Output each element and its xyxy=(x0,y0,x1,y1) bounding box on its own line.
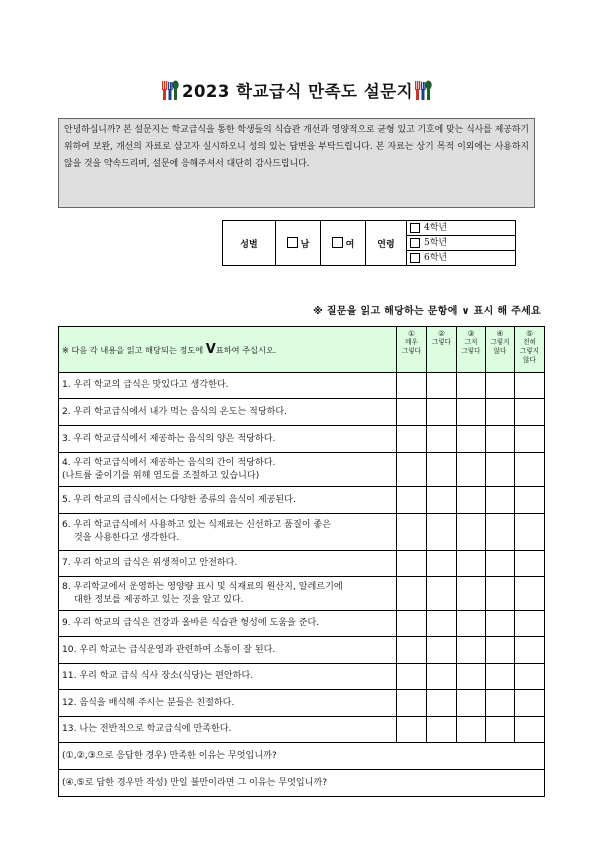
answer-cell-2[interactable] xyxy=(427,373,457,399)
answer-cell-1[interactable] xyxy=(397,637,427,664)
question-text xyxy=(59,664,397,690)
answer-cell-3[interactable] xyxy=(457,611,486,637)
question-text xyxy=(59,690,397,717)
answer-cell-4[interactable] xyxy=(486,637,515,664)
header-suffix: 표하여 주십시오. xyxy=(215,345,277,355)
answer-cell-5[interactable] xyxy=(515,717,545,743)
question-text xyxy=(59,373,397,399)
question-label: 1. 우리 학교의 급식은 맛있다고 생각한다. xyxy=(62,380,229,390)
question-label: 10. 우리 학교는 급식운영과 관련하여 소통이 잘 된다. xyxy=(62,644,276,655)
answer-cell-3[interactable] xyxy=(457,717,486,743)
intro-box: 안녕하십니까? 본 설문지는 학교급식을 통한 학생들의 식습관 개선과 영양적으로 균형 있고 기호에 맞는 식사를 제공하기 위하여 보완, 개선의 자료로 삼고자 실시하오니 성의 있는 답변을 부탁드립니다. 본 자료는 상기 목적 이외에는 사용하지 않을 것을 약속드리며, 설문에 응해주셔서 대단히 감사드립니다. xyxy=(58,118,535,208)
option-label: 매우 그렇다 xyxy=(401,338,422,355)
header-text: ※ 다음 각 내용을 읽고 해당되는 정도에 xyxy=(62,345,204,355)
option-label: 그렇다 xyxy=(431,338,452,346)
answer-cell-4[interactable] xyxy=(486,373,515,399)
answer-cell-5[interactable] xyxy=(515,487,545,514)
answer-cell-2[interactable] xyxy=(427,664,457,690)
answer-cell-4[interactable] xyxy=(486,664,515,690)
option-header-1 xyxy=(397,327,427,373)
answer-cell-2[interactable] xyxy=(427,399,457,426)
answer-cell-4[interactable] xyxy=(486,577,515,611)
answer-cell-3[interactable] xyxy=(457,487,486,514)
question-label: 8. 우리학교에서 운영하는 영양량 표시 및 식재료의 원산지, 알레르기에 xyxy=(62,581,343,592)
answer-cell-3[interactable] xyxy=(457,514,486,551)
question-text xyxy=(59,611,397,637)
age-options xyxy=(407,221,516,266)
survey-table xyxy=(58,326,545,797)
answer-cell-5[interactable] xyxy=(515,426,545,453)
answer-cell-1[interactable] xyxy=(397,577,427,611)
age-label-5: 5학년 xyxy=(424,238,448,248)
question-text xyxy=(59,399,397,426)
question-text xyxy=(59,743,545,770)
female-option[interactable] xyxy=(321,221,366,266)
male-option[interactable] xyxy=(276,221,321,266)
question-row xyxy=(59,373,545,399)
title-text: 2023 학교급식 만족도 설문지 xyxy=(181,82,414,101)
question-label: (④,⑤로 답한 경우만 작성) 만일 불만이라면 그 이유는 무엇입니까? xyxy=(62,777,328,788)
answer-cell-1[interactable] xyxy=(397,611,427,637)
question-text xyxy=(59,514,397,551)
answer-cell-2[interactable] xyxy=(427,551,457,577)
question-label: (①,②,③으로 응답한 경우) 만족한 이유는 무엇입니까? xyxy=(62,750,277,761)
answer-cell-5[interactable] xyxy=(515,664,545,690)
question-label: 9. 우리 학교의 급식은 건강과 올바른 식습관 형성에 도움을 준다. xyxy=(62,618,320,628)
answer-cell-4[interactable] xyxy=(486,690,515,717)
question-continuation: (나트륨 줄이기를 위해 염도를 조절하고 있습니다) xyxy=(62,470,260,481)
answer-cell-3[interactable] xyxy=(457,399,486,426)
answer-cell-5[interactable] xyxy=(515,577,545,611)
answer-cell-4[interactable] xyxy=(486,551,515,577)
option-header-2 xyxy=(427,327,457,373)
answer-cell-5[interactable] xyxy=(515,514,545,551)
answer-cell-4[interactable] xyxy=(486,487,515,514)
answer-cell-2[interactable] xyxy=(427,611,457,637)
question-label: 12. 음식을 배식해 주시는 분들은 친절하다. xyxy=(62,697,235,708)
checkbox[interactable] xyxy=(410,238,420,248)
answer-cell-1[interactable] xyxy=(397,426,427,453)
answer-cell-3[interactable] xyxy=(457,637,486,664)
answer-cell-3[interactable] xyxy=(457,551,486,577)
answer-cell-4[interactable] xyxy=(486,611,515,637)
question-row xyxy=(59,690,545,717)
question-label: 5. 우리 학교의 급식에서는 다양한 종류의 음식이 제공된다. xyxy=(62,494,296,505)
age-label-4: 4학년 xyxy=(424,223,448,233)
question-row xyxy=(59,611,545,637)
answer-cell-2[interactable] xyxy=(427,577,457,611)
question-row xyxy=(59,770,545,797)
question-text xyxy=(59,770,545,797)
answer-cell-2[interactable] xyxy=(427,690,457,717)
answer-cell-1[interactable] xyxy=(397,514,427,551)
answer-cell-1[interactable] xyxy=(397,453,427,487)
option-header-5 xyxy=(515,327,545,373)
answer-cell-2[interactable] xyxy=(427,637,457,664)
question-row xyxy=(59,399,545,426)
question-row xyxy=(59,577,545,611)
answer-cell-3[interactable] xyxy=(457,577,486,611)
question-row xyxy=(59,453,545,487)
option-num: ⑤ xyxy=(526,329,533,338)
answer-cell-1[interactable] xyxy=(397,717,427,743)
answer-cell-2[interactable] xyxy=(427,426,457,453)
checkbox[interactable] xyxy=(332,237,343,248)
answer-cell-2[interactable] xyxy=(427,453,457,487)
option-num: ③ xyxy=(467,329,475,338)
answer-cell-4[interactable] xyxy=(486,426,515,453)
option-label: 전혀 그렇지 않다 xyxy=(519,338,540,364)
answer-cell-5[interactable] xyxy=(515,551,545,577)
gender-label: 성별 xyxy=(223,221,276,266)
option-header-3 xyxy=(457,327,486,373)
age-option-6[interactable] xyxy=(407,251,515,265)
answer-cell-2[interactable] xyxy=(427,717,457,743)
question-label: 13. 나는 전반적으로 학교급식에 만족한다. xyxy=(62,724,232,734)
question-label: 2. 우리 학교급식에서 내가 먹는 음식의 온도는 적당하다. xyxy=(62,406,288,417)
question-row xyxy=(59,743,545,770)
answer-cell-3[interactable] xyxy=(457,453,486,487)
answer-cell-2[interactable] xyxy=(427,514,457,551)
utensils-icon xyxy=(414,79,434,101)
answer-cell-2[interactable] xyxy=(427,487,457,514)
respondent-info-table xyxy=(222,220,516,266)
option-num: ① xyxy=(408,329,415,338)
question-row xyxy=(59,551,545,577)
answer-cell-4[interactable] xyxy=(486,514,515,551)
question-row xyxy=(59,514,545,551)
check-mark: V xyxy=(205,342,216,357)
survey-header xyxy=(59,327,397,373)
answer-cell-3[interactable] xyxy=(457,426,486,453)
question-label: 11. 우리 학교 급식 식사 장소(식당)는 편안하다. xyxy=(62,671,254,681)
answer-cell-5[interactable] xyxy=(515,453,545,487)
question-text xyxy=(59,577,397,611)
checkbox[interactable] xyxy=(410,253,420,263)
question-row xyxy=(59,487,545,514)
answer-cell-1[interactable] xyxy=(397,664,427,690)
question-continuation: 것을 사용한다고 생각한다. xyxy=(74,533,180,543)
answer-cell-1[interactable] xyxy=(397,690,427,717)
option-label: 그저 그렇다 xyxy=(461,338,481,355)
question-row xyxy=(59,637,545,664)
question-label: 6. 우리 학교급식에서 사용하고 있는 식재료는 신선하고 품질이 좋은 xyxy=(62,520,331,530)
age-label-6: 6학년 xyxy=(424,253,448,263)
answer-cell-3[interactable] xyxy=(457,373,486,399)
answer-cell-1[interactable] xyxy=(397,399,427,426)
utensils-icon xyxy=(161,79,181,101)
question-row xyxy=(59,664,545,690)
answer-cell-4[interactable] xyxy=(486,453,515,487)
answer-cell-4[interactable] xyxy=(486,399,515,426)
answer-cell-4[interactable] xyxy=(486,717,515,743)
female-label: 여 xyxy=(345,239,355,250)
answer-cell-5[interactable] xyxy=(515,611,545,637)
age-option-4[interactable] xyxy=(407,221,515,236)
checkbox[interactable] xyxy=(287,237,298,248)
question-text xyxy=(59,551,397,577)
question-label: 7. 우리 학교의 급식은 위생적이고 안전하다. xyxy=(62,558,238,568)
page-title xyxy=(0,78,595,102)
question-continuation: 대한 정보를 제공하고 있는 것을 알고 있다. xyxy=(74,594,244,605)
question-text xyxy=(59,426,397,453)
question-text xyxy=(59,453,397,487)
answer-cell-1[interactable] xyxy=(397,373,427,399)
answer-cell-5[interactable] xyxy=(515,690,545,717)
answer-cell-5[interactable] xyxy=(515,373,545,399)
option-num: ② xyxy=(438,329,445,338)
age-label: 연령 xyxy=(366,221,407,266)
option-header-4 xyxy=(486,327,515,373)
option-num: ④ xyxy=(496,329,504,338)
answer-cell-3[interactable] xyxy=(457,664,486,690)
question-label: 4. 우리 학교급식에서 제공하는 음식의 간이 적당하다. xyxy=(62,457,276,468)
question-text xyxy=(59,637,397,664)
checkbox[interactable] xyxy=(410,223,420,233)
question-row xyxy=(59,426,545,453)
instruction-notice: ※ 질문을 읽고 해당하는 문항에 ∨ 표시 해 주세요 xyxy=(313,306,541,317)
answer-cell-5[interactable] xyxy=(515,637,545,664)
answer-cell-1[interactable] xyxy=(397,487,427,514)
male-label: 남 xyxy=(300,239,310,250)
option-label: 그렇지 않다 xyxy=(490,338,510,355)
question-text xyxy=(59,717,397,743)
answer-cell-5[interactable] xyxy=(515,399,545,426)
question-label: 3. 우리 학교급식에서 제공하는 음식의 양은 적당하다. xyxy=(62,433,276,444)
answer-cell-3[interactable] xyxy=(457,690,486,717)
age-option-5[interactable] xyxy=(407,236,515,251)
answer-cell-1[interactable] xyxy=(397,551,427,577)
question-row xyxy=(59,717,545,743)
question-text xyxy=(59,487,397,514)
